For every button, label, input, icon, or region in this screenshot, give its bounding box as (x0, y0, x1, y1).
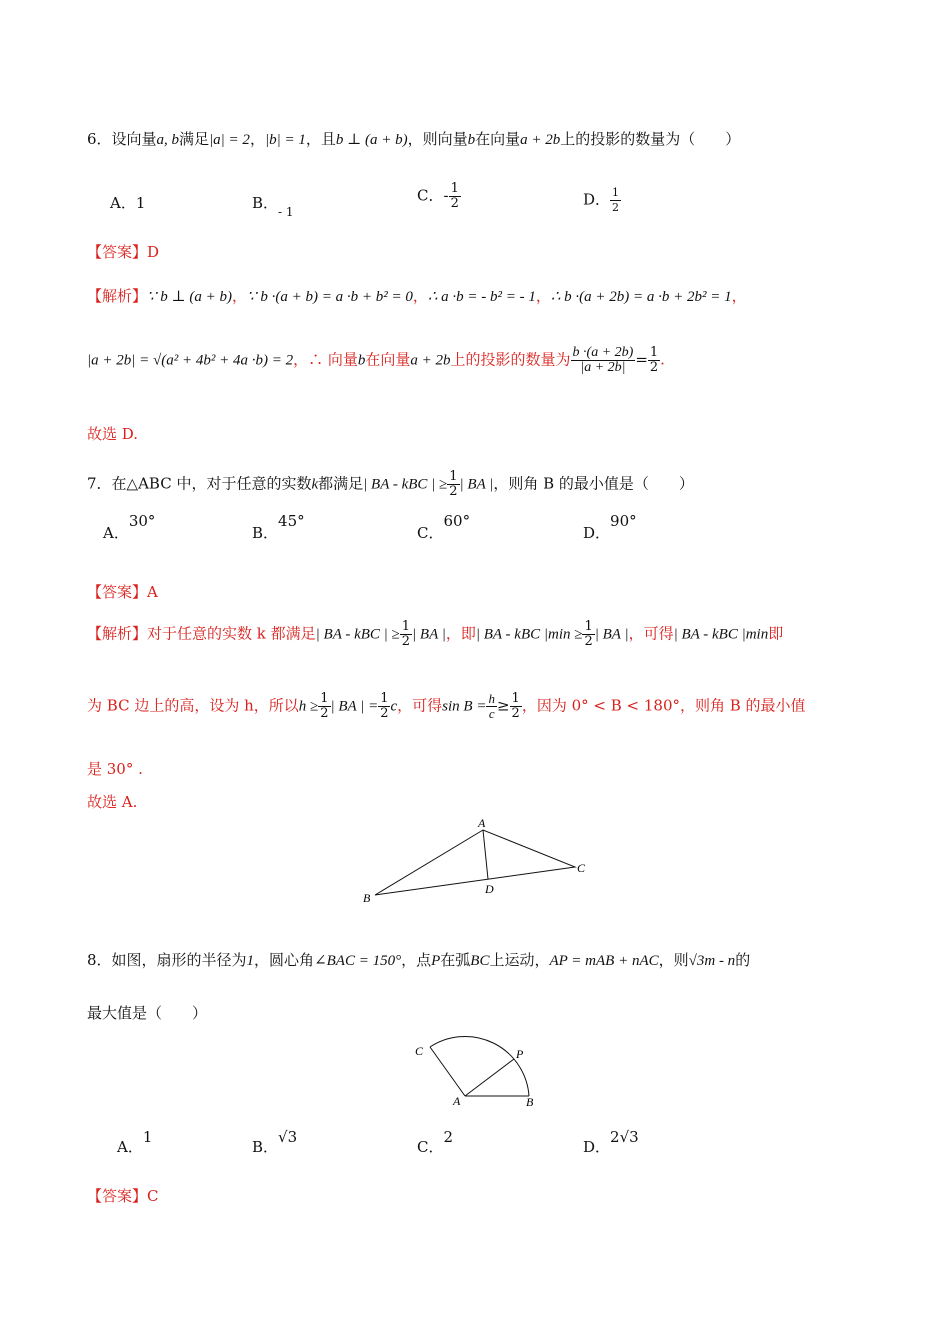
q8-option-b[interactable]: B．√3 (252, 1128, 298, 1156)
label-d: D (485, 882, 494, 896)
q6-answer: 【答案】D (87, 243, 160, 261)
label-b: B (526, 1095, 534, 1109)
q7-option-a[interactable]: A．30° (103, 512, 156, 542)
q6-option-c[interactable]: C．- $\frac{1}{2}$ (417, 181, 459, 211)
label-b: B (363, 891, 371, 905)
q7-solution-line2: 为 BC 边上的高，设为 h，所以h ≥ $\frac{1}{2}$ | BA | = $\frac{1}{2}$ c，可得sin B = $\frac{h}{c}$ ≥ $\frac{1}{2}$ ，因为 0° < B < 180°，则角 B 的最小值 (87, 691, 806, 721)
q6-solution-line2: |a + 2b| = √(a² + 4b² + 4a ·b) = 2，∴ 向量b在向量a + 2b上的投影的数量为 $\frac{b \cdot(a + 2b)}{|a + 2b|}$ = $\frac{1}{2}$ . (87, 345, 665, 375)
q8-option-a[interactable]: A．1 (117, 1128, 153, 1156)
label-c: C (415, 1044, 424, 1058)
q7-solution-line3: 是 30° . (87, 760, 143, 778)
q7-option-b[interactable]: B．45° (252, 512, 305, 542)
q7-option-d[interactable]: D．90° (583, 512, 637, 542)
q7-option-c[interactable]: C．60° (417, 512, 471, 542)
q7-conclusion: 故选 A. (87, 793, 138, 811)
q7-stem: 7．在△ABC 中，对于任意的实数k都满足| BA - kBC | ≥ $\frac{1}{2}$ | BA |，则角 B 的最小值是（ ） (87, 469, 694, 499)
arc-bc (430, 1036, 529, 1096)
q8-stem-line1: 8．如图，扇形的半径为1，圆心角∠BAC = 150°，点P在弧BC上运动，AP = mAB + nAC，则√3m - n的 (87, 951, 751, 969)
q8-option-d[interactable]: D．2√3 (583, 1128, 639, 1156)
label-a: A (478, 816, 486, 830)
q7-answer: 【答案】A (87, 583, 158, 601)
q6-option-a[interactable]: A．1 (110, 194, 146, 212)
q6-stem: 6．设向量a, b满足|a| = 2，|b| = 1，且b ⊥ (a + b)，则向量b在向量a + 2b上的投影的数量为（ ） (87, 130, 741, 148)
radius-ac (430, 1047, 465, 1096)
q7-triangle-figure (355, 815, 605, 910)
segment-ap (465, 1059, 514, 1096)
label-c: C (577, 861, 586, 875)
q6-option-d[interactable]: D． $\frac{1}{2}$ (583, 186, 620, 214)
q6-conclusion: 故选 D. (87, 425, 139, 443)
altitude-ad (483, 830, 488, 879)
q8-sector-figure (405, 1025, 550, 1115)
triangle-abc (375, 830, 575, 895)
label-p: P (516, 1047, 524, 1061)
q7-solution-line1: 【解析】对于任意的实数 k 都满足| BA - kBC | ≥ $\frac{1}{2}$ | BA |，即| BA - kBC |min ≥ $\frac{1}{2}$ | BA |，可得| BA - kBC |min即 (87, 619, 784, 649)
q8-answer: 【答案】C (87, 1187, 159, 1205)
q8-option-c[interactable]: C．2 (417, 1128, 454, 1156)
label-a: A (453, 1094, 461, 1108)
q6-solution-line1: 【解析】∵ b ⊥ (a + b)，∵ b ·(a + b) = a ·b + b² = 0，∴ a ·b = - b² = - 1，∴ b ·(a + 2b) = a ·b + 2b² = 1， (87, 287, 747, 305)
q6-option-b[interactable]: B．$_{- 1}$ (252, 194, 294, 219)
q8-stem-line2: 最大值是（ ） (87, 1004, 208, 1022)
